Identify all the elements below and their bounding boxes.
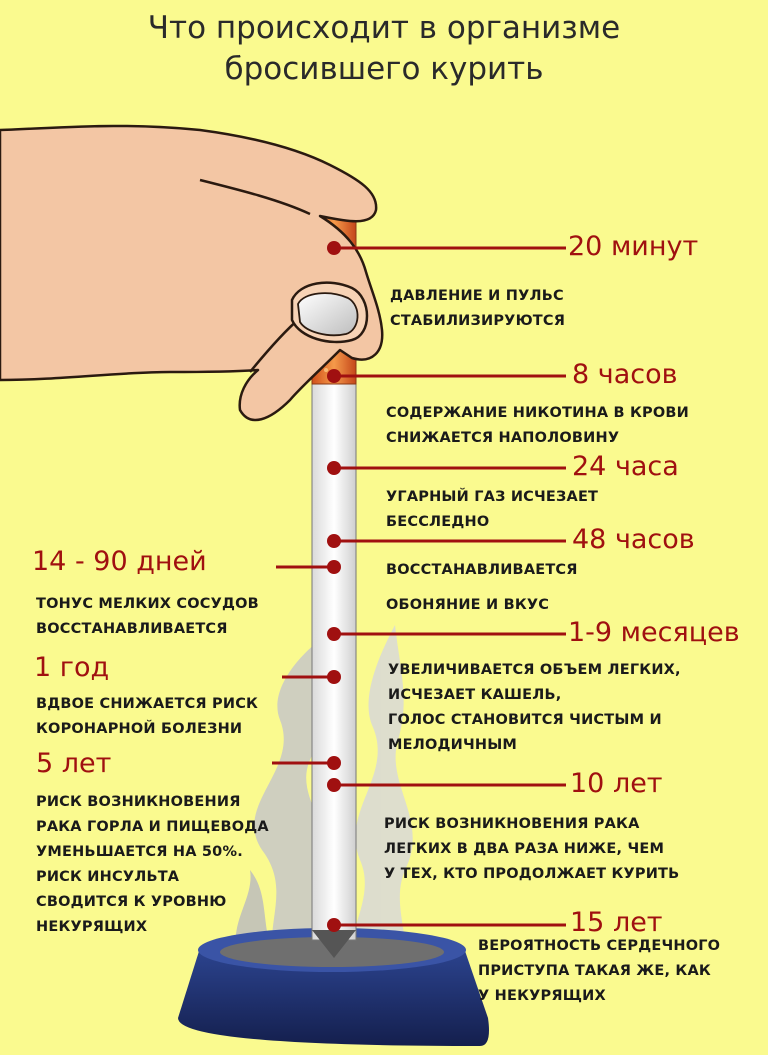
description-line: ГОЛОС СТАНОВИТСЯ ЧИСТЫМ И — [388, 712, 662, 728]
description-line: ТОНУС МЕЛКИХ СОСУДОВ — [36, 596, 259, 612]
description-line: МЕЛОДИЧНЫМ — [388, 737, 518, 753]
description-line: РАКА ГОРЛА И ПИЩЕВОДА — [36, 819, 269, 835]
description-line: ВДВОЕ СНИЖАЕТСЯ РИСК — [36, 696, 259, 712]
milestone-10-y-description — [384, 812, 679, 887]
milestone-48-h-description — [386, 558, 578, 618]
title-line-1: Что происходит в организме — [147, 10, 621, 46]
description-line: УГАРНЫЙ ГАЗ ИСЧЕЗАЕТ — [386, 489, 599, 505]
milestone-14-90-d-label: 14 - 90 дней — [32, 546, 207, 577]
milestone-1-9-mo-label: 1-9 месяцев — [568, 617, 740, 648]
milestone-24-h-label: 24 часа — [572, 451, 679, 482]
description-line: ВЕРОЯТНОСТЬ СЕРДЕЧНОГО — [478, 938, 721, 954]
milestone-10-y-label: 10 лет — [570, 768, 663, 799]
milestone-5-y-description — [36, 790, 269, 940]
description-line: У НЕКУРЯЩИХ — [478, 988, 606, 1004]
description-line: РИСК ВОЗНИКНОВЕНИЯ РАКА — [384, 816, 640, 832]
description-line: КОРОНАРНОЙ БОЛЕЗНИ — [36, 721, 243, 737]
milestone-14-90-d-description — [36, 592, 259, 642]
description-line: БЕССЛЕДНО — [386, 514, 490, 530]
description-line: СВОДИТСЯ К УРОВНЮ — [36, 894, 227, 910]
description-line: У ТЕХ, КТО ПРОДОЛЖАЕТ КУРИТЬ — [384, 866, 680, 882]
description-line: ВОССТАНАВЛИВАЕТСЯ — [386, 562, 578, 578]
description-line: ОБОНЯНИЕ И ВКУС — [386, 597, 550, 613]
milestone-15-y-description — [478, 934, 720, 1009]
milestone-1-y-description — [36, 692, 258, 742]
description-line: ИСЧЕЗАЕТ КАШЕЛЬ, — [388, 687, 562, 703]
description-line: РИСК ИНСУЛЬТА — [36, 869, 180, 885]
milestone-8-h-description — [386, 401, 689, 451]
milestone-1-9-mo-description — [388, 658, 681, 758]
milestone-20-min-description — [390, 284, 565, 334]
milestone-5-y-label: 5 лет — [36, 748, 112, 779]
description-line: ВОССТАНАВЛИВАЕТСЯ — [36, 621, 228, 637]
description-line: СОДЕРЖАНИЕ НИКОТИНА В КРОВИ — [386, 405, 689, 421]
description-line: НЕКУРЯЩИХ — [36, 919, 148, 935]
description-line: УМЕНЬШАЕТСЯ НА 50%. — [36, 844, 243, 860]
description-line: СТАБИЛИЗИРУЮТСЯ — [390, 313, 566, 329]
description-line: РИСК ВОЗНИКНОВЕНИЯ — [36, 794, 241, 810]
description-line: ЛЕГКИХ В ДВА РАЗА НИЖЕ, ЧЕМ — [384, 841, 665, 857]
description-line: ПРИСТУПА ТАКАЯ ЖЕ, КАК — [478, 963, 711, 979]
milestone-8-h-label: 8 часов — [572, 359, 678, 390]
milestone-15-y-label: 15 лет — [570, 907, 663, 938]
milestone-24-h-description — [386, 485, 598, 535]
title-line-2: бросившего курить — [224, 51, 544, 87]
description-line: СНИЖАЕТСЯ НАПОЛОВИНУ — [386, 430, 620, 446]
description-line: ДАВЛЕНИЕ И ПУЛЬС — [390, 288, 564, 304]
milestone-20-min-label: 20 минут — [568, 231, 699, 262]
milestone-48-h-label: 48 часов — [572, 524, 695, 555]
description-line: УВЕЛИЧИВАЕТСЯ ОБЪЕМ ЛЕГКИХ, — [388, 662, 681, 678]
milestone-1-y-label: 1 год — [34, 652, 110, 683]
page-title — [0, 8, 768, 90]
